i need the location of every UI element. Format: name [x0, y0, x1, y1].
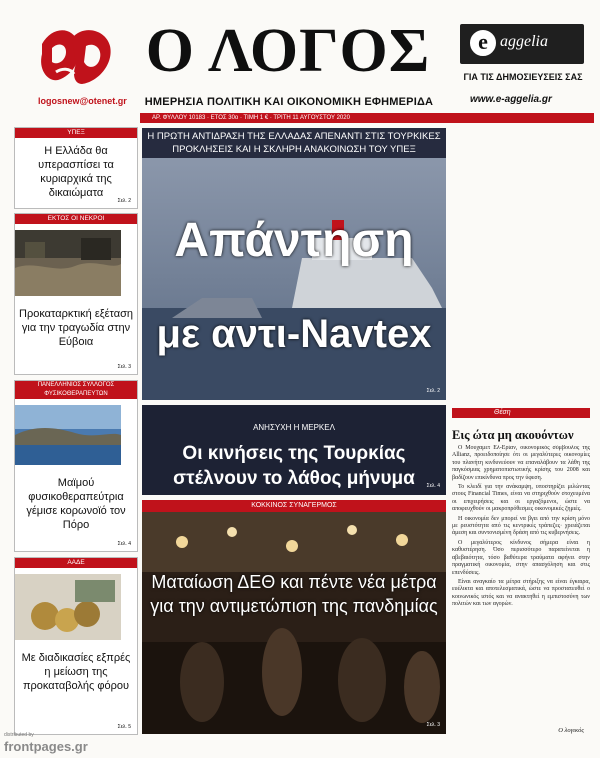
hero-headline-line1: Απάντηση: [174, 214, 414, 267]
left-story-page: Σελ. 5: [117, 724, 131, 730]
left-story-page: Σελ. 4: [117, 541, 131, 547]
left-story-text: Προκαταρκτική εξέταση για την τραγωδία στην Εύβοια: [19, 308, 134, 348]
merkel-kicker: ΑΝΗΣΥΧΗ Η ΜΕΡΚΕΛ: [253, 423, 335, 432]
merkel-page: Σελ. 4: [426, 483, 440, 489]
coins-photo: [15, 574, 121, 640]
opinion-paragraph: Το κλειδί για την ανάκαμψη, υποστηρίζει μιλώντας στους Financial Times, είναι να στηριχθούν στοχευμένα οι επιχειρήσεις και οι εργαζόμενοι, ώστε να αποφευχθούν οι μακροπρόθεσμες οικονομικές ζημιές.: [452, 484, 590, 513]
left-story-head: ΠΑΝΕΛΛΗΝΙΟΣ ΣΥΛΛΟΓΟΣ ΦΥΣΙΚΟΘΕΡΑΠΕΥΤΩΝ: [15, 381, 137, 399]
faces-logo-icon: [32, 24, 116, 92]
opinion-paragraph: Ο Μουχαμετ Ελ-Ερίαν, οικονομικός σύμβουλος της Allianz, προειδοποίησε ότι οι μεγαλύτερες οικονομίες του πλανήτη κινδυνεύουν να επαναλάβουν τα λάθη της παγκόσμιας χρηματοπιστωτικής κρίσης του 2008 και βαδίζουν επικίνδυνα προς την ύφεση.: [452, 445, 590, 481]
opinion-paragraph: Είναι αναγκαίο τα μέτρα στήριξης να είναι έγκαιρα, ευέλικτα και αποτελεσματικά, ώστε να προστατευθεί ο κοινωνικός ιστός και να ανακτηθεί η εμπιστοσύνη των πολιτών και των αγορών.: [452, 578, 590, 608]
left-story-poros[interactable]: [14, 380, 138, 552]
eaggelia-brand: aggelia: [500, 33, 548, 50]
hero-kicker: Η ΠΡΩΤΗ ΑΝΤΙΔΡΑΣΗ ΤΗΣ ΕΛΛΑΔΑΣ ΑΠΕΝΑΝΤΙ ΣΤΙΣ ΤΟΥΡΚΙΚΕΣ ΠΡΟΚΛΗΣΕΙΣ ΚΑΙ Η ΣΚΛΗΡΗ ΑΝΑΚΟΙΝΩΣΗ ΤΟΥ ΥΠΕΞ: [142, 128, 446, 158]
issue-info-bar: ΑΡ. ΦΥΛΛΟΥ 10183 · ΕΤΟΣ 30ο · ΤΙΜΗ 1 € · ΤΡΙΤΗ 11 ΑΥΓΟΥΣΤΟΥ 2020: [140, 113, 594, 123]
left-story-evia[interactable]: [14, 213, 138, 375]
opinion-paragraph: Η οικονομία δεν μπορεί να βγει από την κρίση μόνο με ρευστότητα από τις κεντρικές τράπεζες· χρειάζεται άμεση και συντονισμένη δράση από τις κυβερνήσεις.: [452, 515, 590, 537]
left-story-head: ΕΚΤΟΣ ΟΙ ΝΕΚΡΟΙ: [15, 214, 137, 224]
newspaper-title: Ο ΛΟΓΟΣ: [145, 17, 431, 85]
merkel-headline: Οι κινήσεις της Τουρκίας στέλνουν το λάθος μήνυμα: [173, 443, 415, 489]
left-story-head: ΑΑΔΕ: [15, 558, 137, 568]
ads-url[interactable]: www.e-aggelia.gr: [470, 94, 552, 105]
merkel-story[interactable]: [142, 405, 446, 495]
left-story-ypex[interactable]: [14, 127, 138, 209]
poros-photo: [15, 405, 121, 465]
opinion-title: Εις ώτα μη ακουόντων: [452, 428, 574, 442]
alarm-page: Σελ. 3: [426, 722, 440, 728]
newspaper-subtitle: ΗΜΕΡΗΣΙΑ ΠΟΛΙΤΙΚΗ ΚΑΙ ΟΙΚΟΝΟΜΙΚΗ ΕΦΗΜΕΡΙΔΑ: [144, 96, 434, 108]
alarm-headline: Ματαίωση ΔΕΘ και πέντε νέα μέτρα για την αντιμετώπιση της πανδημίας: [150, 572, 438, 616]
left-story-text: Μαϊμού φυσικοθεραπεύτρια γέμισε κορωνοϊό τον Πόρο: [26, 477, 126, 531]
ads-label: ΓΙΑ ΤΙΣ ΔΗΜΟΣΙΕΥΣΕΙΣ ΣΑΣ: [463, 72, 583, 82]
left-story-head: ΥΠΕΞ: [15, 128, 137, 138]
left-story-page: Σελ. 3: [117, 364, 131, 370]
hero-page: Σελ. 2: [426, 388, 440, 394]
left-story-text: Με διαδικασίες εξπρές η μείωση της προκαταβολής φόρου: [21, 652, 131, 692]
contact-email[interactable]: logosnew@otenet.gr: [38, 96, 127, 106]
opinion-body: [452, 445, 590, 720]
alarm-story[interactable]: [142, 512, 446, 734]
alarm-kicker: ΚΟΚΚΙΝΟΣ ΣΥΝΑΓΕΡΜΟΣ: [142, 500, 446, 512]
left-story-aade[interactable]: [14, 557, 138, 735]
hero-story[interactable]: [142, 158, 446, 400]
left-story-page: Σελ. 2: [117, 198, 131, 204]
footer-site[interactable]: frontpages.gr: [4, 739, 88, 754]
eaggelia-logo-icon: e: [468, 28, 498, 58]
ship-photo: [142, 158, 446, 400]
opinion-paragraph: Ο μεγαλύτερος κίνδυνος σήμερα είναι η καθυστέρηση. Όσο περισσότερο παρατείνεται η αβεβαιότητα, τόσο βαθύτερα τραύματα αφήνει στην πραγματική οικονομία, στην απασχόληση και στις επενδύσεις.: [452, 539, 590, 576]
opinion-signature: Ο λογικός: [558, 727, 584, 734]
flood-photo: [15, 230, 121, 296]
left-story-text: Η Ελλάδα θα υπερασπίσει τα κυριαρχικά της δικαιώματα: [38, 145, 114, 199]
opinion-label: Θέση: [452, 408, 590, 418]
footer-distributed: distributed by: [4, 732, 34, 738]
hero-headline-line2: με αντι-Navtex: [156, 312, 432, 356]
crowd-photo: [142, 512, 446, 734]
